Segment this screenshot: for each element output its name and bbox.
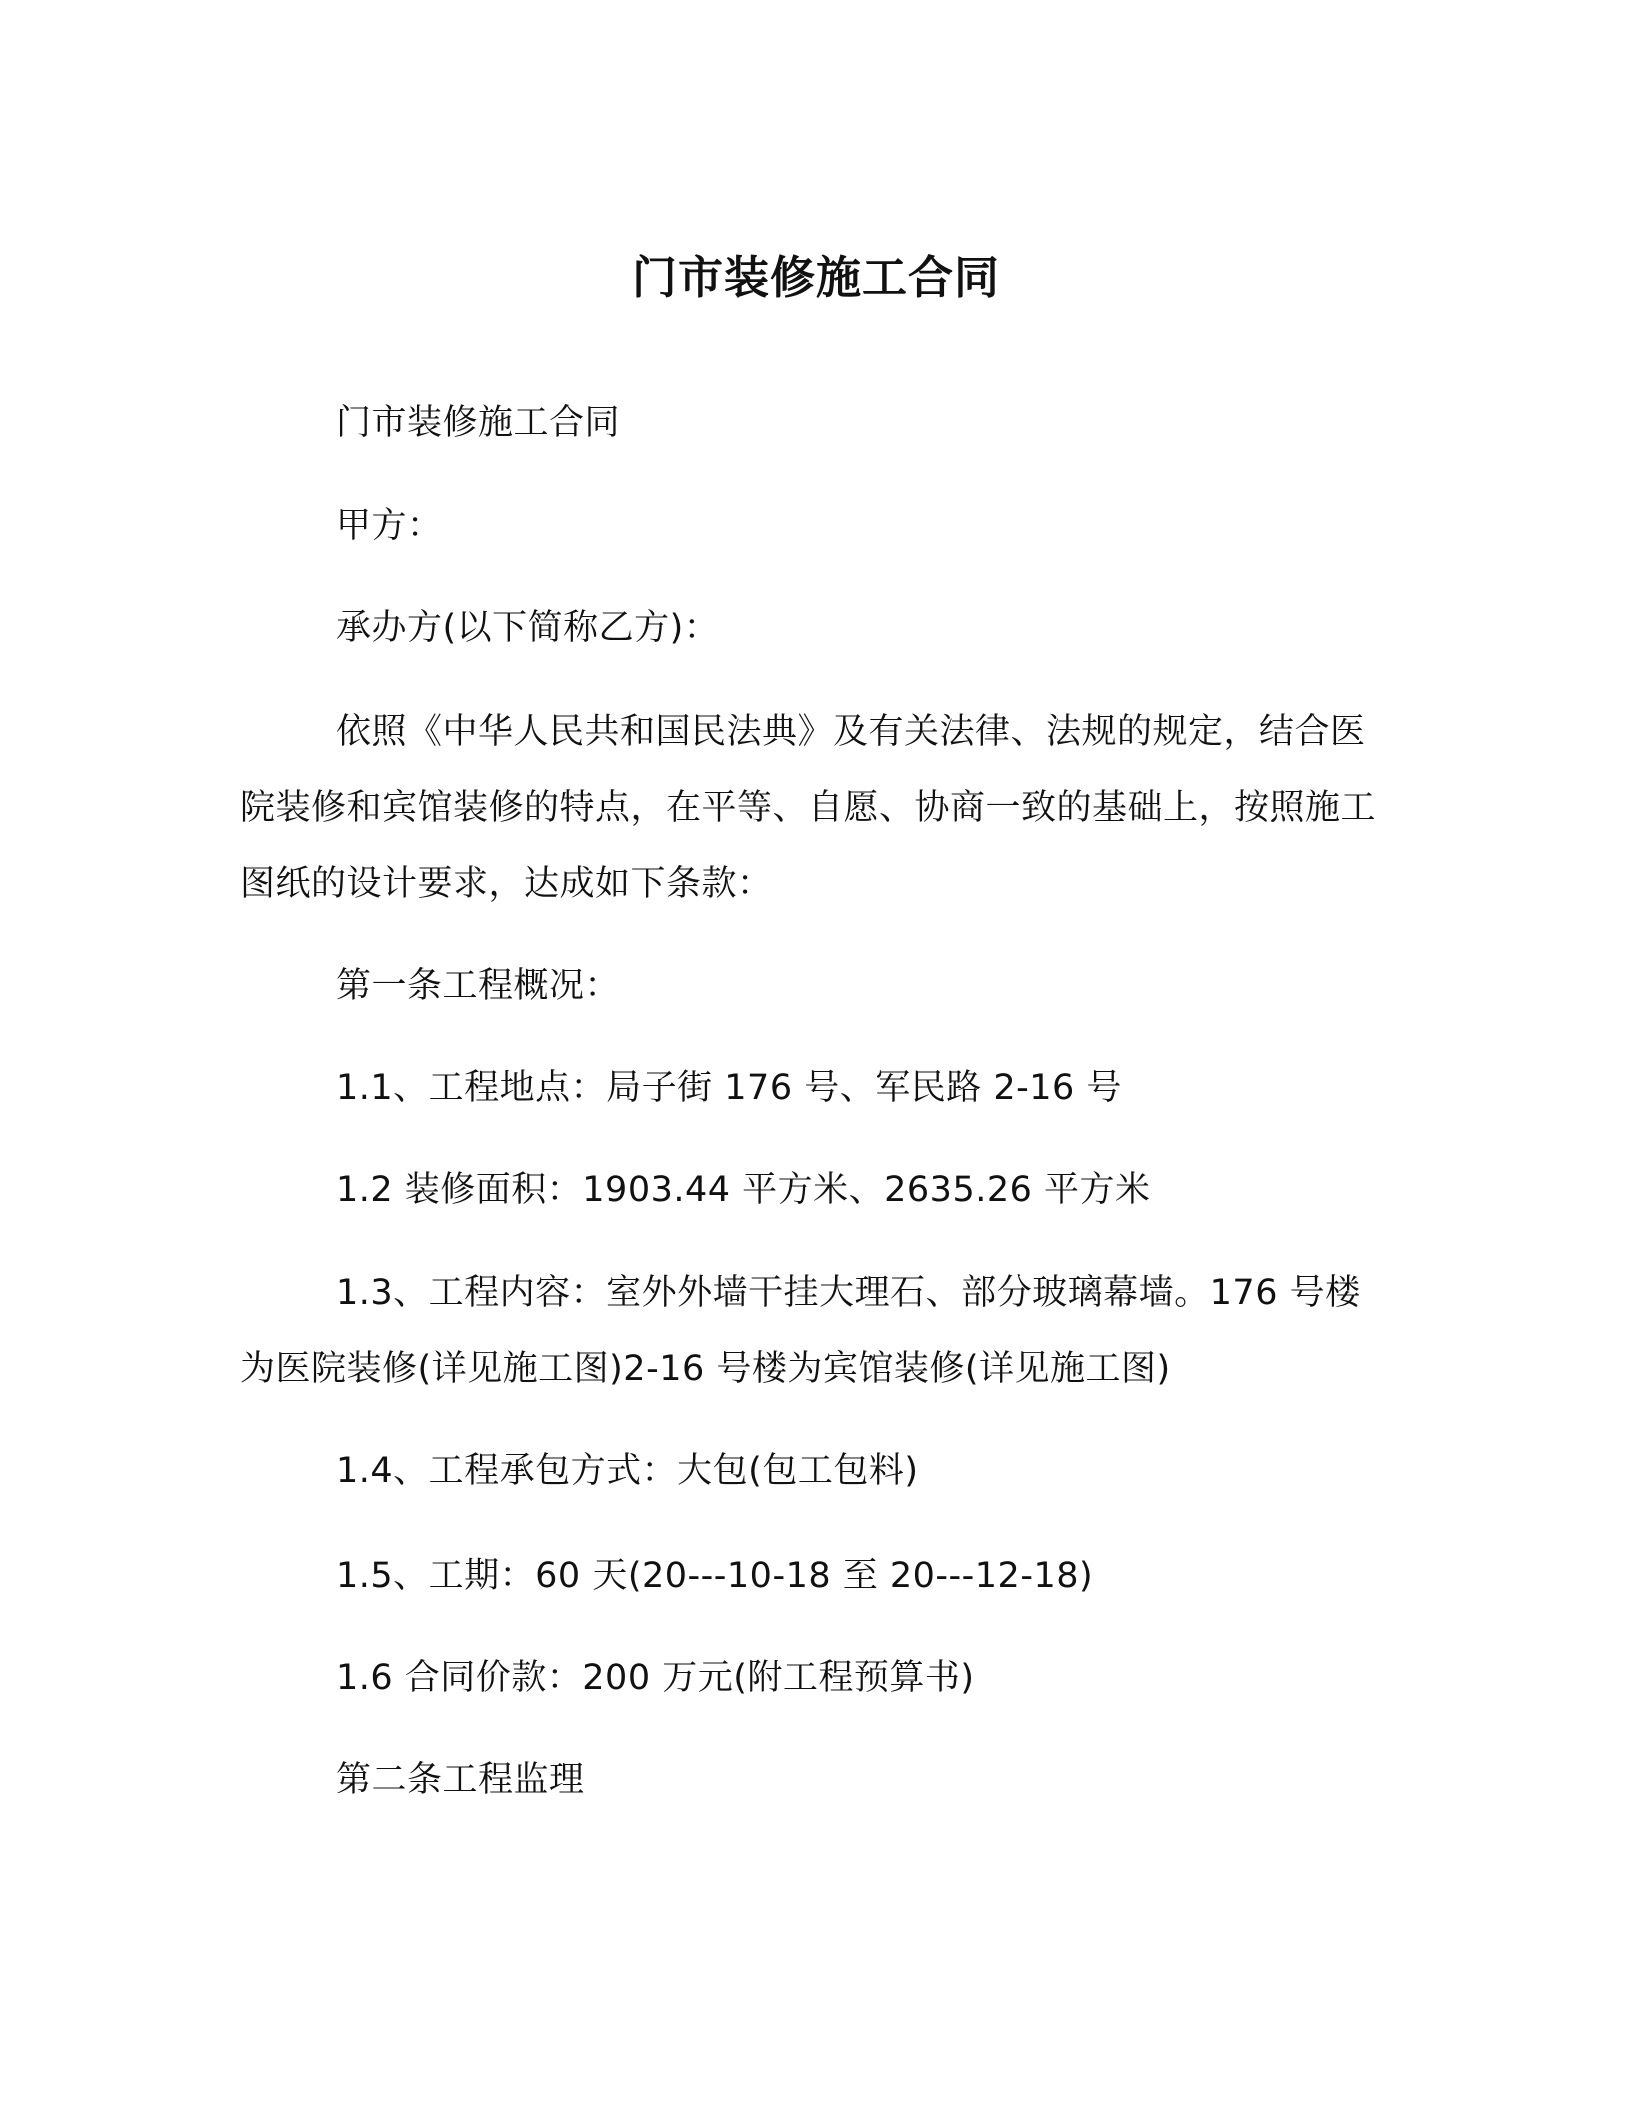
article-two-heading: 第二条工程监理 [336,1760,585,1800]
party-b-paragraph: 承办方(以下简称乙方)： [336,608,720,648]
document-title: 门市装修施工合同 [631,251,1000,305]
clause-1-1: 1.1、工程地点：局子街 176 号、军民路 2-16 号 [336,1068,1122,1108]
clause-1-3: 1.3、工程内容：室外外墙干挂大理石、部分玻璃幕墙。176 号楼为医院装修(详见施工图)2-16 号楼为宾馆装修(详见施工图) [240,1273,1361,1389]
clause-1-6: 1.6 合同价款：200 万元(附工程预算书) [336,1658,975,1698]
subtitle-paragraph: 门市装修施工合同 [336,403,621,443]
preamble-paragraph: 依照《中华人民共和国民法典》及有关法律、法规的规定，结合医院装修和宾馆装修的特点，在平等、自愿、协商一致的基础上，按照施工图纸的设计要求，达成如下条款： [240,712,1377,904]
party-a-paragraph: 甲方： [336,506,443,546]
clause-1-5: 1.5、工期：60 天(20---10-18 至 20---12-18) [336,1556,1094,1596]
article-one-heading: 第一条工程概况： [336,966,621,1006]
clause-1-4: 1.4、工程承包方式：大包(包工包料) [336,1451,919,1491]
clause-1-2: 1.2 装修面积：1903.44 平方米、2635.26 平方米 [336,1170,1151,1210]
